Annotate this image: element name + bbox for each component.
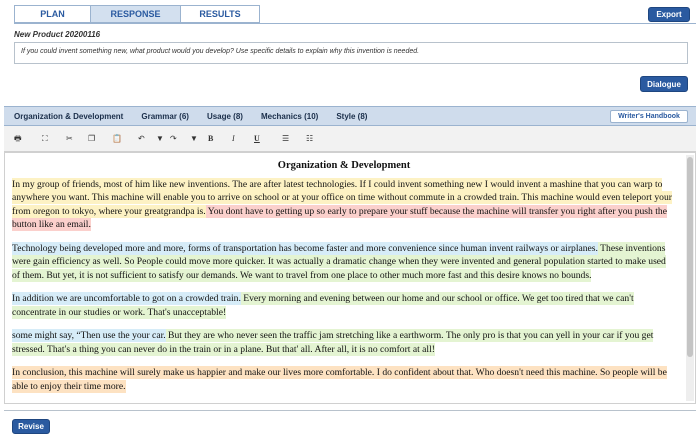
editor-scrollbar[interactable]	[686, 155, 694, 401]
paragraph-4	[12, 329, 676, 356]
tab-bar	[14, 5, 260, 23]
editor-heading: Organization & Development	[277, 160, 411, 171]
export-button[interactable]: Export	[648, 7, 690, 22]
copy-icon[interactable]: ❐	[88, 134, 96, 143]
sentence[interactable]: In my group of friends, most of him like new inventions.	[12, 178, 230, 190]
sentence[interactable]: So people will be able to enjoy their time more.	[12, 367, 667, 392]
print-icon[interactable]: 🖶	[14, 134, 22, 143]
sentence[interactable]: I do confident about that.	[374, 367, 474, 378]
sentence[interactable]: That's a thing you can never do in the train or in a plane.	[44, 343, 264, 355]
essay-document	[12, 159, 676, 403]
paragraph-1	[12, 178, 676, 232]
sentence[interactable]: So People could move more quicker.	[121, 256, 266, 267]
undo-icon[interactable]: ↶	[138, 134, 145, 143]
prompt-box: If you could invent something new, what product would you develop? Use specific details to explain why this invention is needed.	[14, 42, 688, 64]
paste-icon[interactable]: 📋	[112, 134, 122, 143]
sentence[interactable]: This machine would even teleport your from oregon to tokyo, where your greatgrandpa is.	[12, 192, 672, 217]
sentence[interactable]: You dont have to getting up so early to prepare your stuff because the machine will transfer you right after you push the button like an email.	[12, 205, 667, 230]
sentence[interactable]: In addition we are uncomfortable to got on a crowded train.	[12, 293, 241, 304]
cut-icon[interactable]: ✂	[66, 134, 73, 143]
sentence[interactable]: We get too tired that we can't concentrate in our studies or work.	[12, 293, 634, 318]
sentence[interactable]: some might say, “Then use the your car.	[12, 330, 166, 341]
sentence[interactable]: In conclusion, this machine will surely make us happier and make our lives more comfortable.	[12, 367, 375, 378]
sentence[interactable]: If I could invent something new I would invent a mashine that you can warp to anywhere you want.	[12, 178, 663, 203]
select-all-icon[interactable]: ⛶	[42, 134, 48, 143]
scrollbar-thumb[interactable]	[687, 157, 693, 357]
sentence[interactable]: This machine will enable you to arrive on school or at your office on time without commute in a crowded train.	[89, 192, 520, 203]
footer-divider	[4, 410, 696, 411]
sentence[interactable]: It was actually a dramatic change when they were invented and general population started to make used of them.	[12, 256, 666, 281]
redo-icon[interactable]: ↷	[170, 134, 177, 143]
tab-mechanics[interactable]: Mechanics (10)	[260, 111, 319, 121]
header-divider	[14, 23, 696, 24]
underline-icon[interactable]: U	[254, 134, 260, 143]
response-editor[interactable]	[4, 152, 696, 404]
tab-style[interactable]: Style (8)	[336, 111, 368, 121]
sentence[interactable]: These inventions were gain efficiency as well.	[12, 242, 666, 267]
undo-dropdown-icon[interactable]: ▼	[156, 134, 164, 143]
sentence[interactable]: Technology being developed more and more, forms of transportation has become faster and more convenience since human invent railways or airplanes.	[12, 242, 598, 254]
dialogue-button[interactable]: Dialogue	[640, 76, 688, 92]
sentence[interactable]: After all, it is no comfort at all!	[312, 343, 435, 355]
numbered-list-icon[interactable]: ☷	[306, 134, 314, 143]
sentence[interactable]: But yet, it is not sufficient to satisfy our demands.	[43, 269, 238, 281]
tab-grammar[interactable]: Grammar (6)	[141, 111, 189, 121]
sentence[interactable]: Who doesn't need this machine.	[473, 367, 598, 378]
paragraph-2	[12, 242, 676, 283]
bold-icon[interactable]: B	[208, 134, 214, 143]
paragraph-5	[12, 366, 676, 393]
sentence[interactable]: The only pro is that you can yell in your car if you get stressed.	[12, 330, 654, 355]
paragraph-3	[12, 292, 676, 319]
bullet-list-icon[interactable]: ☰	[282, 134, 290, 143]
writers-handbook-button[interactable]: Writer's Handbook	[610, 110, 688, 123]
sentence[interactable]: That's unacceptable!	[145, 306, 227, 318]
redo-dropdown-icon[interactable]: ▼	[190, 134, 198, 143]
tab-results[interactable]: RESULTS	[199, 9, 241, 19]
sentence[interactable]: But that' all.	[263, 343, 313, 355]
tab-usage[interactable]: Usage (8)	[206, 111, 243, 121]
sentence[interactable]: But they are who never seen the traffic jam stretching like a earthworm.	[165, 330, 444, 341]
tab-response[interactable]: RESPONSE	[91, 6, 181, 22]
italic-icon[interactable]: I	[232, 134, 235, 143]
product-title: New Product 20200116	[14, 30, 101, 39]
sentence[interactable]: We want to travel from one place to other much more fast and this desire knows no bounds.	[237, 269, 592, 281]
editor-toolbar	[4, 126, 696, 152]
category-tabs	[4, 106, 696, 126]
sentence[interactable]: Every morning and evening between our home and our school or office.	[240, 293, 520, 304]
tab-organization-development[interactable]: Organization & Development	[14, 111, 124, 121]
tab-plan[interactable]: PLAN	[15, 6, 91, 22]
revise-button[interactable]: Revise	[12, 419, 50, 434]
sentence[interactable]: The are after latest technologies.	[229, 178, 358, 190]
